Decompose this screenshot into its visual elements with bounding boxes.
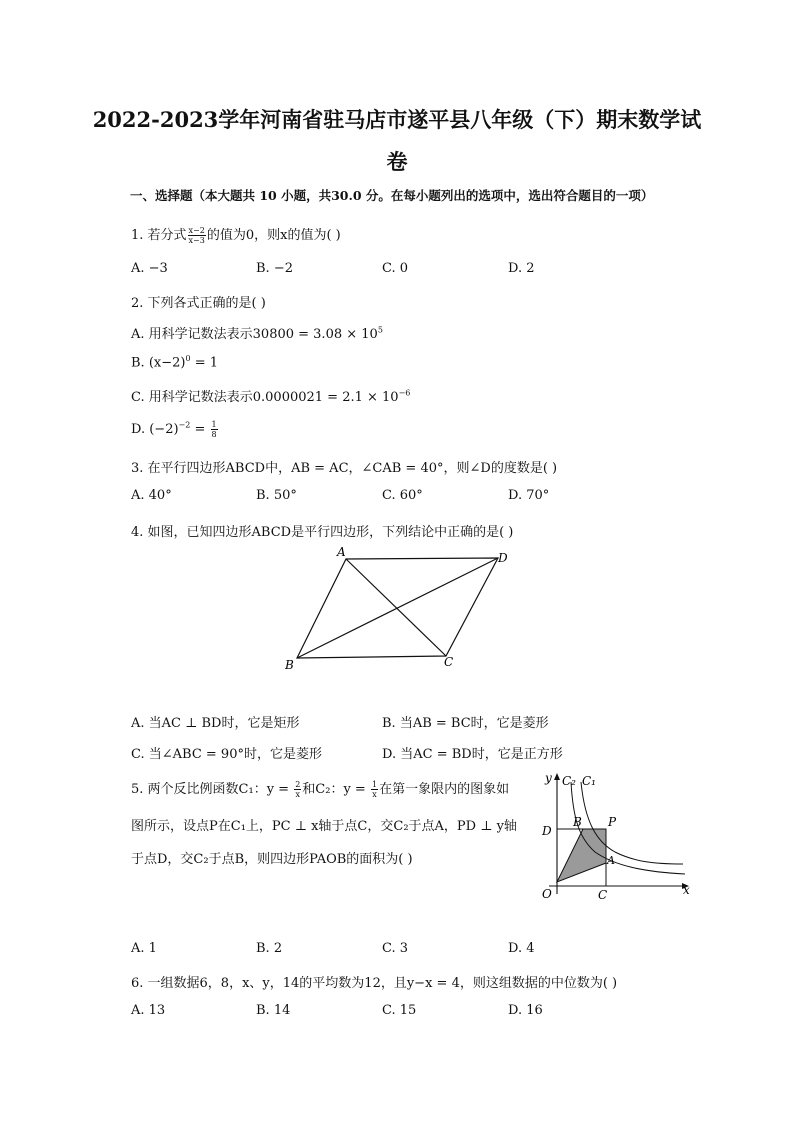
question-3-stem: 3. 在平行四边形ABCD中，AB = AC，∠CAB = 40°，则∠D的度数是( )	[131, 461, 558, 476]
q2-option-a-text: A. 用科学记数法表示30800 = 3.08 × 10	[131, 327, 378, 342]
question-6-stem: 6. 一组数据6，8，x、y，14的平均数为12，且y−x = 4，则这组数据的中位数为( )	[131, 976, 618, 991]
exam-title-line2: 卷	[386, 149, 408, 174]
q2-option-b[interactable]	[131, 354, 218, 370]
q2-option-d[interactable]	[131, 420, 219, 439]
q5-option-c[interactable]: C. 3	[382, 941, 409, 956]
q2-option-b-exp: 0	[185, 354, 191, 363]
label-a: A	[337, 545, 346, 559]
q5-fraction-2-num: 1	[371, 780, 378, 789]
q5-stem-part2: 和C₂：y =	[302, 782, 370, 797]
q1-stem-part1: 1. 若分式	[131, 228, 187, 243]
exam-title-line1: 2022-2023学年河南省驻马店市遂平县八年级（下）期末数学试	[92, 107, 702, 132]
q1-fraction-num: x−2	[188, 226, 205, 235]
q6-option-c[interactable]: C. 15	[382, 1003, 417, 1018]
q5-fraction-1	[294, 780, 301, 799]
question-5-stem-line1	[131, 778, 509, 799]
label-p: P	[608, 815, 617, 829]
q5-stem-part1: 5. 两个反比例函数C₁：y =	[131, 782, 294, 797]
label-y: y	[545, 771, 552, 785]
label-d: D	[542, 824, 552, 838]
q2-option-a[interactable]	[131, 323, 383, 342]
q5-stem-part3: 在第一象限内的图象如	[379, 782, 510, 797]
parallelogram-figure	[280, 540, 520, 675]
label-c: C	[598, 888, 608, 902]
q6-option-b[interactable]: B. 14	[256, 1003, 291, 1018]
q3-option-a[interactable]: A. 40°	[131, 488, 172, 503]
y-axis-arrow-icon	[554, 773, 560, 780]
shaded-quadrilateral	[557, 829, 606, 882]
label-a: A	[607, 854, 615, 867]
q4-option-c[interactable]: C. 当∠ABC = 90°时，它是菱形	[131, 747, 322, 762]
q1-option-c[interactable]: C. 0	[382, 261, 409, 276]
q2-option-d-den: 8	[211, 430, 217, 439]
q4-option-b[interactable]: B. 当AB = BC时，它是菱形	[382, 716, 549, 731]
q2-option-d-num: 1	[211, 420, 217, 429]
label-c1: C₁	[582, 774, 596, 788]
section-heading: 一、选择题（本大题共 10 小题，共30.0 分。在每小题列出的选项中，选出符合题目的一项）	[130, 188, 654, 203]
q2-option-d-text: D. (−2)	[131, 422, 179, 437]
q2-option-c-text: C. 用科学记数法表示0.0000021 = 2.1 × 10	[131, 390, 399, 405]
label-b: B	[285, 658, 294, 672]
q2-option-c[interactable]	[131, 386, 410, 405]
q4-option-a[interactable]: A. 当AC ⊥ BD时，它是矩形	[131, 716, 300, 731]
q2-option-d-exp: −2	[178, 420, 191, 430]
q3-option-b[interactable]: B. 50°	[256, 488, 297, 503]
q6-option-a[interactable]: A. 13	[131, 1003, 166, 1018]
inverse-function-figure	[535, 768, 695, 903]
question-1-stem	[131, 224, 341, 245]
q5-option-b[interactable]: B. 2	[256, 941, 283, 956]
q1-fraction	[188, 226, 206, 245]
q5-fraction-1-den: x	[295, 790, 300, 799]
label-b: B	[573, 815, 582, 829]
question-2-stem: 2. 下列各式正确的是( )	[131, 296, 266, 311]
diagonal-ac	[346, 559, 446, 656]
q2-option-d-fraction	[211, 420, 218, 439]
q5-fraction-2	[371, 780, 378, 799]
question-5-stem-line3: 于点D，交C₂于点B，则四边形PAOB的面积为( )	[131, 852, 413, 867]
diagonal-bd	[297, 558, 498, 658]
q2-option-a-exp: 5	[377, 325, 383, 335]
q2-option-c-exp: −6	[398, 388, 411, 398]
q1-fraction-den: x−3	[188, 236, 205, 245]
q3-option-d[interactable]: D. 70°	[508, 488, 550, 503]
q1-stem-part2: 的值为0，则x的值为( )	[206, 228, 341, 243]
q2-option-b-text: B. (x−2)	[131, 355, 186, 371]
q3-option-c[interactable]: C. 60°	[382, 488, 423, 503]
q6-option-d[interactable]: D. 16	[508, 1003, 543, 1018]
question-4-stem: 4. 如图，已知四边形ABCD是平行四边形，下列结论中正确的是( )	[131, 525, 514, 540]
q5-option-d[interactable]: D. 4	[508, 941, 535, 956]
q1-option-b[interactable]: B. −2	[256, 261, 293, 276]
label-o: O	[542, 887, 552, 901]
q1-option-d[interactable]: D. 2	[508, 261, 535, 276]
question-5-stem-line2: 图所示，设点P在C₁上，PC ⊥ x轴于点C，交C₂于点A，PD ⊥ y轴	[131, 819, 517, 834]
q2-option-b-tail: = 1	[190, 355, 218, 371]
label-c: C	[444, 655, 454, 669]
q5-option-a[interactable]: A. 1	[131, 941, 157, 956]
q1-option-a[interactable]: A. −3	[131, 261, 168, 276]
q5-fraction-2-den: x	[372, 790, 377, 799]
label-c2: C₂	[562, 774, 576, 788]
label-x: x	[683, 883, 690, 897]
q4-option-d[interactable]: D. 当AC = BD时，它是正方形	[382, 747, 563, 762]
q5-fraction-1-num: 2	[295, 780, 301, 789]
label-d: D	[498, 551, 508, 565]
q2-option-d-tail: =	[190, 422, 210, 437]
